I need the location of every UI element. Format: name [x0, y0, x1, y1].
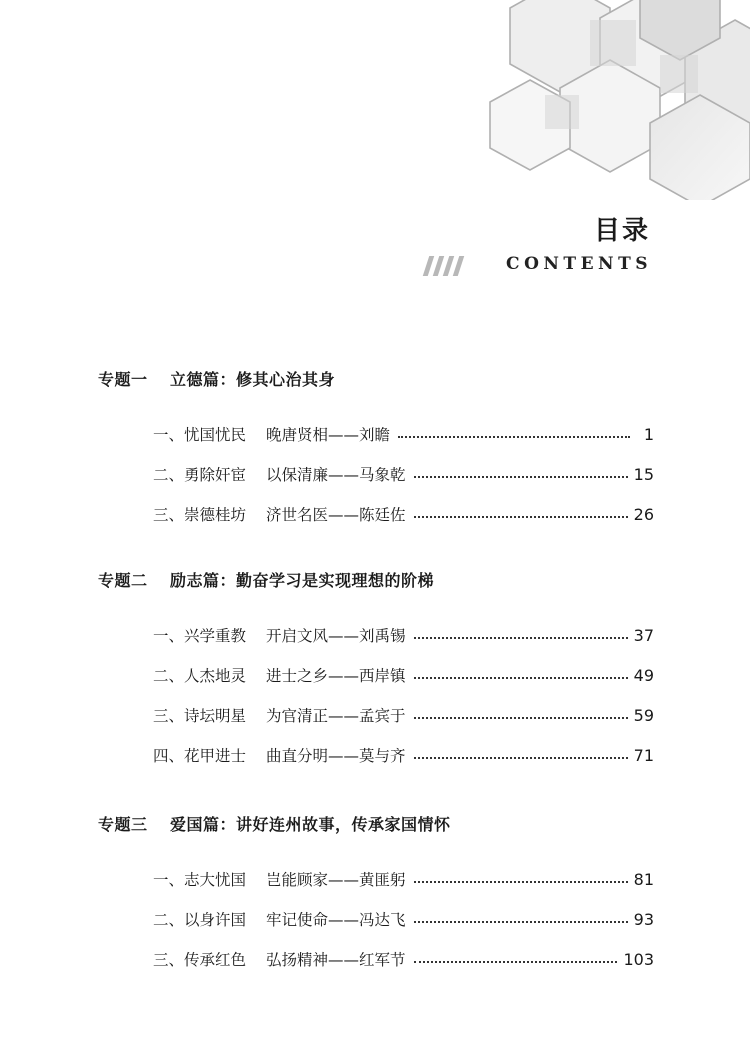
entry-topic: 兴学重教: [184, 627, 247, 645]
entry-number: 三、: [153, 506, 185, 524]
stripe-decoration: [422, 253, 472, 279]
entry-topic: 志大忧国: [184, 871, 247, 889]
entry-page: 93: [633, 910, 654, 929]
page-subtitle: CONTENTS: [506, 254, 652, 274]
section-heading: [98, 365, 654, 395]
entry-page: 59: [633, 706, 654, 725]
dot-leader: [414, 516, 628, 518]
toc-entry[interactable]: [98, 696, 654, 736]
toc-entry[interactable]: [98, 860, 654, 900]
toc-entry[interactable]: [98, 415, 654, 455]
toc-entry[interactable]: [98, 940, 654, 980]
entry-number: 一、: [153, 871, 185, 889]
entry-topic: 人杰地灵: [184, 667, 247, 685]
entry-page: 71: [633, 746, 654, 765]
entry-subtitle: 济世名医——陈廷佐: [266, 506, 406, 524]
entry-topic: 忧国忧民: [184, 426, 247, 444]
entry-subtitle: 牢记使命——冯达飞: [266, 911, 406, 929]
dot-leader: [414, 717, 628, 719]
entry-page: 49: [633, 666, 654, 685]
section-heading: [98, 810, 654, 840]
entry-page: 15: [633, 465, 654, 484]
entry-subtitle: 为官清正——孟宾于: [266, 707, 406, 725]
entry-page: 81: [633, 870, 654, 889]
dot-leader: [414, 757, 628, 759]
entry-page: 37: [633, 626, 654, 645]
entry-subtitle: 弘扬精神——红军节: [266, 951, 406, 969]
section-number: 专题一: [98, 370, 148, 389]
entry-subtitle: 进士之乡——西岸镇: [266, 667, 406, 685]
hexagon-decoration: [0, 0, 750, 200]
entry-topic: 花甲进士: [184, 747, 247, 765]
section-title: 立德篇：修其心治其身: [170, 370, 336, 389]
toc-entry[interactable]: [98, 616, 654, 656]
subtitle-banner: [422, 253, 652, 279]
entry-number: 二、: [153, 466, 185, 484]
entry-page: 103: [623, 950, 654, 969]
dot-leader: [414, 476, 628, 478]
entry-page: 1: [643, 425, 654, 444]
entry-number: 二、: [153, 911, 185, 929]
entry-number: 三、: [153, 951, 185, 969]
dot-leader: [398, 436, 630, 438]
entry-number: 一、: [153, 426, 185, 444]
toc-entry[interactable]: [98, 455, 654, 495]
entry-topic: 传承红色: [184, 951, 247, 969]
toc-entry[interactable]: [98, 656, 654, 696]
entry-subtitle: 岂能顾家——黄匪躬: [266, 871, 406, 889]
entry-number: 三、: [153, 707, 185, 725]
entry-number: 四、: [153, 747, 185, 765]
section-heading: [98, 566, 654, 596]
section-number: 专题三: [98, 815, 148, 834]
page-title: 目录: [593, 216, 650, 246]
entry-subtitle: 晚唐贤相——刘瞻: [266, 426, 391, 444]
toc-entry[interactable]: [98, 495, 654, 535]
entry-subtitle: 开启文风——刘禹锡: [266, 627, 406, 645]
entry-number: 二、: [153, 667, 185, 685]
dot-leader: [414, 921, 628, 923]
entry-topic: 诗坛明星: [184, 707, 247, 725]
entry-subtitle: 以保清廉——马象乾: [266, 466, 406, 484]
section-title: 爱国篇：讲好连州故事，传承家国情怀: [170, 815, 451, 834]
entry-page: 26: [633, 505, 654, 524]
dot-leader: [414, 677, 628, 679]
dot-leader: [414, 637, 628, 639]
entry-topic: 勇除奸宦: [184, 466, 247, 484]
entry-subtitle: 曲直分明——莫与齐: [266, 747, 406, 765]
toc-section: [98, 566, 654, 776]
section-title: 励志篇：勤奋学习是实现理想的阶梯: [170, 571, 435, 590]
toc-entry[interactable]: [98, 736, 654, 776]
dot-leader: [414, 961, 618, 963]
section-number: 专题二: [98, 571, 148, 590]
toc-section: [98, 365, 654, 535]
toc-section: [98, 810, 654, 980]
dot-leader: [414, 881, 628, 883]
entry-topic: 崇德桂坊: [184, 506, 247, 524]
entry-topic: 以身许国: [184, 911, 247, 929]
entry-number: 一、: [153, 627, 185, 645]
toc-entry[interactable]: [98, 900, 654, 940]
